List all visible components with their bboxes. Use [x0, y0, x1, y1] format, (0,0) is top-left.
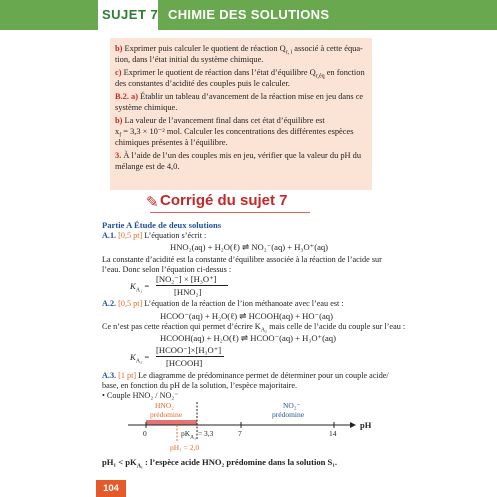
ph1-label: pH₁ = 2,0: [170, 443, 200, 452]
question-line: c) Exprimer le quotient de réaction dans l’état d’équilibre $Q_{r,éq}$ en fonction: [115, 68, 365, 80]
tick-label-14: 14: [329, 429, 337, 438]
acid-predominates: prédomine: [150, 410, 183, 419]
question-line: b) La valeur de l’avancement final dans cet état d’équilibre est: [115, 116, 325, 125]
a3-line-2: base, en fonction du pH de la solution, l’espèce majoritaire.: [102, 381, 298, 390]
tick-label-pka: $pK_{A_1} = 3,3$: [181, 429, 214, 441]
question-line: des constantes d’acidité des couples puis le calculer.: [115, 79, 290, 88]
page-number: 104: [96, 480, 126, 497]
conclusion: $pH_1 < pK_{A_1}$ : l’espèce acide HNO₂ prédomine dans la solution S₁.: [102, 457, 338, 470]
acid-zone: [146, 420, 197, 425]
const-text-1: La constante d’acidité est la constante d’équilibre associée à la réaction de l’acide sur: [102, 255, 382, 264]
question-line: tion, dans l’état initial du système chimique.: [115, 55, 264, 64]
tick-label-0: 0: [143, 429, 147, 438]
ka2-formula: $K_{A_2}$ = [HCOO⁻]×[H₃O⁺] [HCOOH]: [130, 343, 270, 371]
question-line: 3. À l’aide de l’un des couples mis en jeu, vérifier que la valeur du pH du: [115, 151, 362, 160]
equation-1: HNO₂(aq) + H₂O(ℓ) ⇌ NO₂⁻(aq) + H₃O⁺(aq): [170, 242, 329, 252]
corrige-title: Corrigé du sujet 7: [160, 192, 288, 209]
pencil-icon: ✎: [146, 195, 159, 211]
a3-line: A.3. [1 pt] Le diagramme de prédominance permet de déterminer pour un couple acide/: [102, 371, 389, 380]
question-line: b) Exprimer puis calculer le quotient de réaction $Q_{r, i}$ associé à cette équa-: [115, 44, 363, 56]
tick-label-7: 7: [238, 429, 242, 438]
ka1-formula: $K_{A_1}$ = [NO₂⁻] × [H₃O⁺] [HNO₂]: [130, 272, 270, 300]
equation-2: HCOO⁻(aq) + H₂O(ℓ) ⇌ HCOOH(aq) + HO⁻(aq): [160, 311, 333, 321]
base-predominates: prédomine: [272, 410, 305, 419]
question-line: système chimique.: [115, 103, 178, 112]
question-line: chimiques présentes à l’équilibre.: [115, 138, 228, 147]
axis-arrow: [350, 422, 356, 428]
acid-species: HNO₂: [155, 401, 174, 410]
question-line: $x_f = 3,3 \times 10^{-2}$ mol. Calculer les concentrations des différentes espèces: [115, 127, 354, 139]
cen-line: Ce n’est pas cette réaction qui permet d’écrire $K_{A_2}$ mais celle de l’acide du couple sur l’eau :: [102, 322, 406, 334]
const-text-2: l’eau. Donc selon l’équation ci-dessus :: [102, 265, 232, 274]
question-line: mélange est de 4,0.: [115, 162, 180, 171]
a1-line: A.1. [0,5 pt] L’équation s’écrit :: [102, 231, 207, 240]
equation-3: HCOOH(aq) + H₂O(ℓ) ⇌ HCOO⁻(aq) + H₃O⁺(aq): [160, 333, 336, 343]
sujet-label: SUJET 7: [102, 7, 159, 22]
a2-line: A.2. [0,5 pt] L’équation de la réaction de l’ion méthanoate avec l’eau est :: [102, 299, 344, 308]
section-heading: Partie A Étude de deux solutions: [102, 220, 222, 230]
base-species: NO₂⁻: [283, 401, 301, 410]
question-line: B.2. a) Établir un tableau d’avancement de la réaction mise en jeu dans ce: [115, 92, 364, 101]
chapter-title: CHIMIE DES SOLUTIONS: [168, 7, 330, 22]
axis-label-ph: pH: [360, 420, 372, 430]
couple-bullet: • Couple HNO₂ / NO₂⁻: [102, 391, 179, 400]
